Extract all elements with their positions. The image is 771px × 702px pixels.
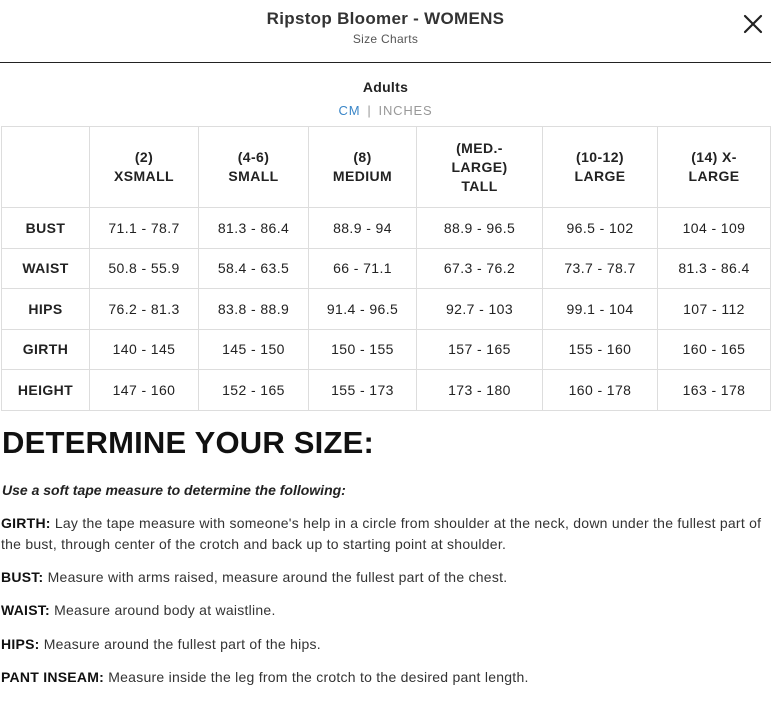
table-cell: 157 - 165 (417, 329, 543, 370)
guide-term: GIRTH: (1, 515, 51, 531)
table-cell: 96.5 - 102 (543, 208, 658, 249)
table-cell: 81.3 - 86.4 (199, 208, 309, 249)
table-cell: 160 - 165 (658, 329, 771, 370)
guide-text: Measure with arms raised, measure around the fullest part of the chest. (47, 569, 508, 585)
table-cell: 147 - 160 (90, 370, 199, 411)
row-label: BUST (2, 208, 90, 249)
guide-term: PANT INSEAM: (1, 669, 105, 685)
table-cell: 73.7 - 78.7 (543, 248, 658, 289)
table-cell: 107 - 112 (658, 289, 771, 330)
guide-item-bust (1, 567, 769, 588)
guide-heading: DETERMINE YOUR SIZE: (2, 425, 375, 460)
table-cell: 71.1 - 78.7 (90, 208, 199, 249)
table-cell: 150 - 155 (309, 329, 417, 370)
column-header: (10-12) LARGE (543, 127, 658, 208)
column-header: (4-6) SMALL (199, 127, 309, 208)
guide-text: Lay the tape measure with someone's help in a circle from shoulder at the neck, down under the fullest part of the bust, through center of the crotch and back up to starting point at shoulder. (1, 515, 762, 552)
table-cell: 66 - 71.1 (309, 248, 417, 289)
unit-cm-link[interactable]: CM (338, 103, 361, 118)
table-cell: 173 - 180 (417, 370, 543, 411)
guide-text: Measure around the fullest part of the hips. (43, 636, 321, 652)
table-cell: 152 - 165 (199, 370, 309, 411)
guide-item-hips (1, 634, 769, 655)
guide-text: Measure around body at waistline. (54, 602, 276, 618)
table-row (2, 248, 771, 289)
modal-header (0, 0, 771, 63)
table-cell: 155 - 173 (309, 370, 417, 411)
table-cell: 163 - 178 (658, 370, 771, 411)
table-row (2, 370, 771, 411)
unit-inches-link[interactable]: INCHES (378, 103, 433, 118)
modal-subtitle: Size Charts (352, 32, 419, 46)
table-cell: 92.7 - 103 (417, 289, 543, 330)
guide-item-waist (1, 600, 769, 621)
guide-item-pant-inseam (1, 667, 769, 688)
close-icon[interactable] (741, 12, 765, 36)
table-cell: 88.9 - 94 (309, 208, 417, 249)
table-row (2, 289, 771, 330)
table-cell: 99.1 - 104 (543, 289, 658, 330)
table-cell: 155 - 160 (543, 329, 658, 370)
row-label: GIRTH (2, 329, 90, 370)
column-header: (14) X- LARGE (658, 127, 771, 208)
column-header: (2) XSMALL (90, 127, 199, 208)
table-cell: 67.3 - 76.2 (417, 248, 543, 289)
guide-term: BUST: (1, 569, 44, 585)
unit-toggle (0, 103, 771, 118)
table-corner-cell (2, 127, 90, 208)
table-cell: 160 - 178 (543, 370, 658, 411)
table-cell: 104 - 109 (658, 208, 771, 249)
guide-term: WAIST: (1, 602, 50, 618)
modal-title: Ripstop Bloomer - WOMENS (266, 9, 505, 28)
row-label: HIPS (2, 289, 90, 330)
row-label: WAIST (2, 248, 90, 289)
table-cell: 140 - 145 (90, 329, 199, 370)
row-label: HEIGHT (2, 370, 90, 411)
table-cell: 83.8 - 88.9 (199, 289, 309, 330)
table-row (2, 329, 771, 370)
column-header: (8) MEDIUM (309, 127, 417, 208)
table-cell: 76.2 - 81.3 (90, 289, 199, 330)
table-cell: 58.4 - 63.5 (199, 248, 309, 289)
table-row (2, 208, 771, 249)
guide-term: HIPS: (1, 636, 40, 652)
table-cell: 81.3 - 86.4 (658, 248, 771, 289)
unit-separator: | (367, 103, 372, 118)
table-cell: 91.4 - 96.5 (309, 289, 417, 330)
column-header: (MED.- LARGE) TALL (417, 127, 543, 208)
table-cell: 88.9 - 96.5 (417, 208, 543, 249)
table-cell: 145 - 150 (199, 329, 309, 370)
section-title: Adults (362, 79, 409, 95)
guide-intro: Use a soft tape measure to determine the following: (2, 482, 346, 498)
guide-text: Measure inside the leg from the crotch to the desired pant length. (108, 669, 529, 685)
table-header-row (2, 127, 771, 208)
size-chart-table (1, 126, 771, 411)
guide-item-girth (1, 513, 769, 555)
table-cell: 50.8 - 55.9 (90, 248, 199, 289)
